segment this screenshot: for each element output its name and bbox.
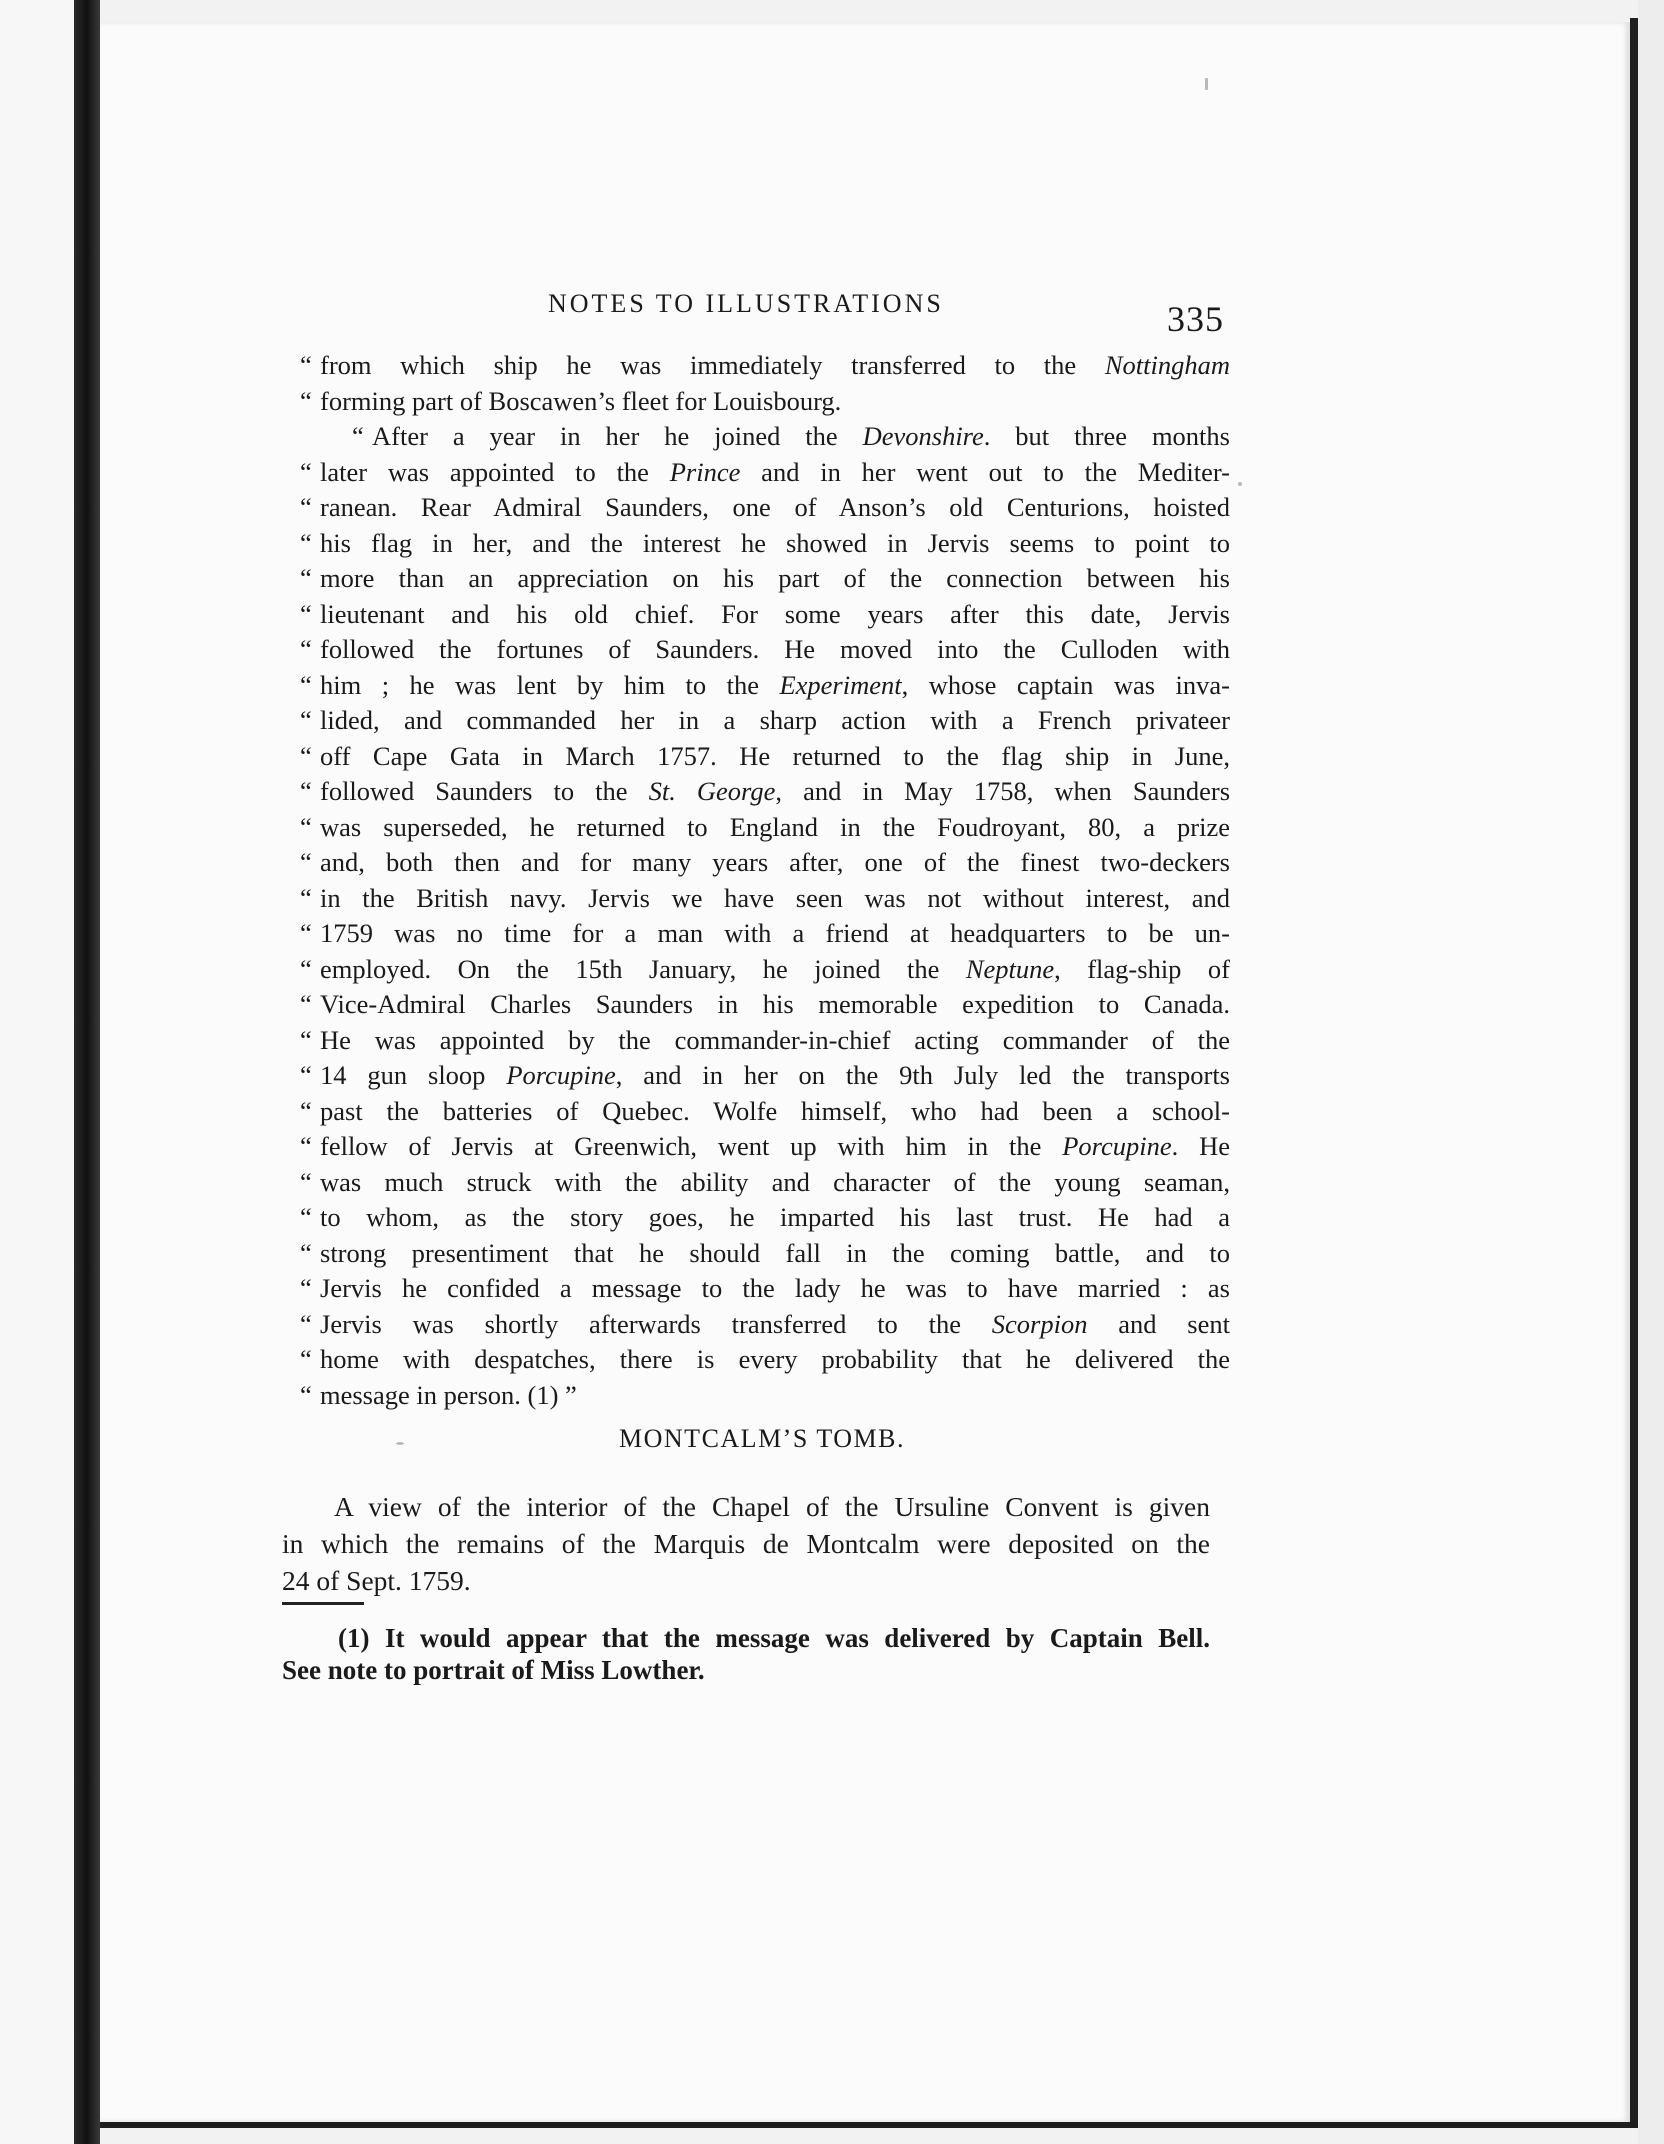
quote-mark: “ [300, 1202, 312, 1232]
text-run: him ; he was lent by him to the [320, 669, 780, 700]
text-line [300, 1236, 1230, 1272]
text-line: A view of the interior of the Chapel of the Ursuline Convent is given [334, 1491, 1210, 1522]
italic-ship-name: Nottingham [1104, 350, 1230, 380]
text-run: . He [1171, 1131, 1230, 1161]
text-line [300, 1094, 1230, 1130]
right-page-edge [1630, 18, 1638, 2124]
section-heading: MONTCALM’S TOMB. [619, 1424, 905, 1453]
book-spine [74, 0, 100, 2144]
text-line [300, 490, 1230, 526]
text-run: strong presentiment that he should fall in the coming battle, and to [320, 1237, 1230, 1268]
text-line [300, 810, 1230, 846]
text-line: 24 of Sept. 1759. [282, 1565, 471, 1596]
quote-mark: “ [300, 1308, 312, 1339]
text-line [300, 597, 1230, 633]
quote-mark: “ [300, 740, 312, 771]
text-line [300, 384, 1230, 420]
text-run: 14 gun sloop [320, 1060, 507, 1090]
text-line [300, 1200, 1230, 1236]
text-line [300, 1307, 1230, 1343]
text-run: message in person. (1) ” [320, 1379, 577, 1410]
quote-mark: “ [300, 776, 312, 806]
quote-mark: “ [300, 1379, 312, 1410]
text-run: in the British navy. Jervis we have seen was not without interest, and [320, 882, 1230, 913]
text-line [300, 526, 1230, 562]
text-run: home with despatches, there is every probability that he delivered the [320, 1344, 1230, 1374]
text-run: employed. On the 15th January, he joined the [320, 953, 966, 984]
text-line [300, 1129, 1230, 1165]
text-line [300, 881, 1230, 917]
text-line [300, 952, 1230, 988]
quote-mark: “ [300, 705, 312, 735]
text-run: , and in her on the 9th July led the transports [615, 1060, 1230, 1090]
text-run: ranean. Rear Admiral Saunders, one of Anson’s old Centurions, hoisted [320, 492, 1230, 522]
text-line [300, 1058, 1230, 1094]
text-line [300, 1271, 1230, 1307]
quote-mark: “ [300, 1273, 312, 1303]
text-line [300, 916, 1230, 952]
quote-mark: “ [300, 1060, 312, 1090]
quote-mark: “ [300, 669, 312, 700]
text-run: past the batteries of Quebec. Wolfe himself, who had been a school- [320, 1095, 1230, 1126]
quote-mark: “ [300, 1344, 312, 1374]
text-run: Vice-Admiral Charles Saunders in his memorable expedition to Canada. [320, 989, 1230, 1019]
page-number: 335 [1167, 299, 1224, 339]
text-line [300, 348, 1230, 384]
text-run: Jervis was shortly afterwards transferred to the [320, 1308, 992, 1339]
text-run: more than an appreciation on his part of the connection between his [320, 563, 1230, 593]
bottom-page-edge [100, 2122, 1638, 2128]
italic-ship-name: Prince [669, 456, 741, 487]
text-line [300, 561, 1230, 597]
text-run: followed Saunders to the [320, 776, 649, 806]
quote-mark: “ [300, 953, 312, 984]
text-line [300, 455, 1230, 491]
footnote-line: (1) It would appear that the message was delivered by Captain Bell. [338, 1623, 1210, 1653]
text-run: was superseded, he returned to England in the Foudroyant, 80, a prize [320, 811, 1230, 842]
text-run: fellow of Jervis at Greenwich, went up with him in the [320, 1131, 1063, 1161]
quote-mark: “ [300, 1024, 312, 1055]
quote-mark: “ [300, 385, 312, 416]
quote-mark: “ [300, 1131, 312, 1161]
quote-mark: “ [352, 421, 364, 451]
text-run: , whose captain was inva- [901, 669, 1230, 700]
quote-mark: “ [300, 563, 312, 593]
text-run: followed the fortunes of Saunders. He moved into the Culloden with [320, 634, 1230, 664]
quote-mark: “ [300, 1237, 312, 1268]
text-run: and sent [1087, 1308, 1230, 1339]
text-line: in which the remains of the Marquis de Montcalm were deposited on the [282, 1528, 1210, 1559]
text-run: forming part of Boscawen’s fleet for Louisbourg. [320, 385, 842, 416]
italic-ship-name: St. George [648, 776, 776, 806]
text-run: lieutenant and his old chief. For some years after this date, Jervis [320, 598, 1230, 629]
running-title: NOTES TO ILLUSTRATIONS [548, 289, 944, 318]
quote-mark: “ [300, 918, 312, 948]
text-run: Jervis he confided a message to the lady he was to have married : as [320, 1273, 1230, 1303]
text-run: He was appointed by the commander-in-chief acting commander of the [320, 1024, 1230, 1055]
quoted-passage [300, 348, 1230, 1413]
quote-mark: “ [300, 1166, 312, 1197]
quote-mark: “ [300, 811, 312, 842]
left-page-edge [0, 0, 74, 2144]
text-line [300, 987, 1230, 1023]
italic-ship-name: Porcupine [506, 1060, 616, 1090]
text-run: , flag-ship of [1054, 953, 1230, 984]
quote-mark: “ [300, 456, 312, 487]
text-line [300, 845, 1230, 881]
text-line [300, 668, 1230, 704]
right-margin-strip [1638, 0, 1664, 2144]
text-run: to whom, as the story goes, he imparted his last trust. He had a [320, 1202, 1230, 1232]
dust-speck [1238, 482, 1242, 486]
text-line [300, 703, 1230, 739]
dust-speck [1205, 78, 1208, 90]
quote-mark: “ [300, 847, 312, 877]
footnote [282, 1622, 1210, 1686]
text-run: 1759 was no time for a man with a friend at headquarters to be un- [320, 918, 1230, 948]
quote-mark: “ [300, 598, 312, 629]
footnote-rule [282, 1602, 364, 1605]
text-line [300, 632, 1230, 668]
text-run: lided, and commanded her in a sharp action with a French privateer [320, 705, 1230, 735]
text-run: and, both then and for many years after, one of the finest two-deckers [320, 847, 1230, 877]
text-run: After a year in her he joined the [372, 421, 863, 451]
text-line [300, 774, 1230, 810]
text-run: from which ship he was immediately transferred to the [320, 350, 1105, 380]
text-line [300, 419, 1230, 455]
text-run: off Cape Gata in March 1757. He returned to the flag ship in June, [320, 740, 1230, 771]
text-line [300, 1023, 1230, 1059]
italic-ship-name: Scorpion [991, 1308, 1088, 1339]
italic-ship-name: Devonshire [862, 421, 984, 451]
footnote-line: See note to portrait of Miss Lowther. [282, 1655, 705, 1685]
text-line [300, 1378, 1230, 1414]
italic-ship-name: Neptune [965, 953, 1055, 984]
quote-mark: “ [300, 492, 312, 522]
quote-mark: “ [300, 989, 312, 1019]
text-line [300, 1342, 1230, 1378]
quote-mark: “ [300, 882, 312, 913]
text-run: his flag in her, and the interest he showed in Jervis seems to point to [320, 527, 1230, 558]
text-run: was much struck with the ability and character of the young seaman, [320, 1166, 1230, 1197]
quote-mark: “ [300, 1095, 312, 1126]
text-run: . but three months [983, 421, 1230, 451]
quote-mark: “ [300, 634, 312, 664]
text-run: and in her went out to the Mediter- [740, 456, 1230, 487]
quote-mark: “ [300, 527, 312, 558]
italic-ship-name: Experiment [779, 669, 902, 700]
text-line [300, 739, 1230, 775]
text-line [300, 1165, 1230, 1201]
section-paragraph [282, 1488, 1210, 1599]
italic-ship-name: Porcupine [1062, 1131, 1172, 1161]
text-run: , and in May 1758, when Saunders [775, 776, 1231, 806]
quote-mark: “ [300, 350, 312, 380]
text-run: later was appointed to the [320, 456, 670, 487]
